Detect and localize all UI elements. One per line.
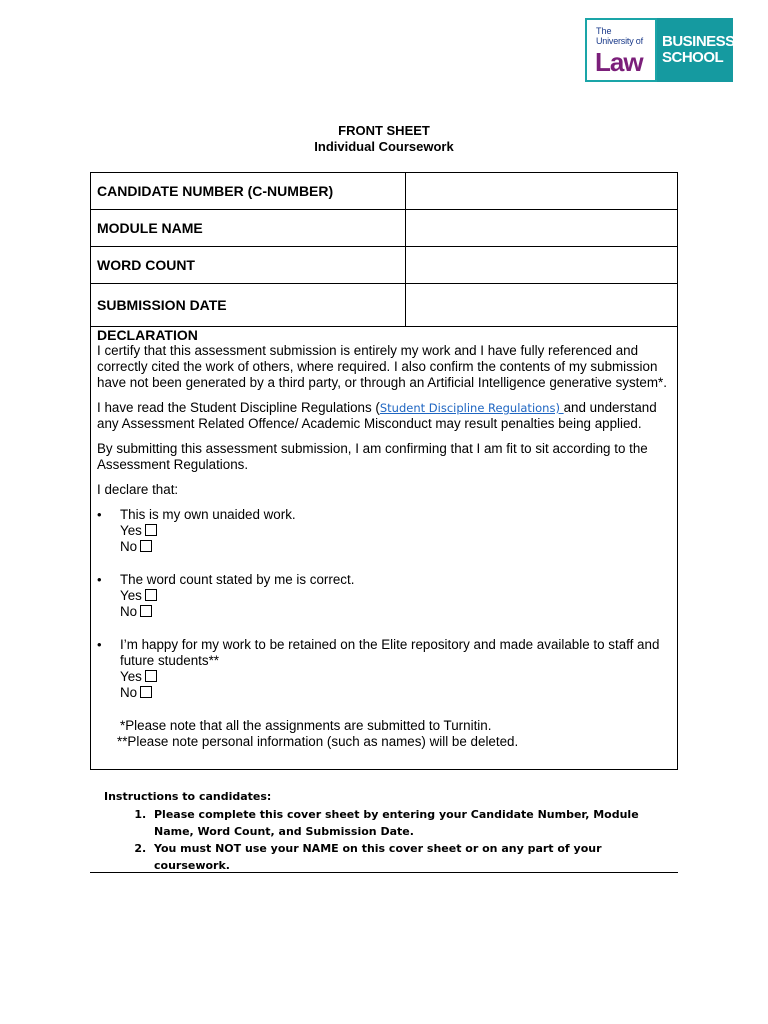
bullet-icon: •: [97, 572, 102, 587]
declaration-paragraph-2: [97, 400, 671, 432]
word-count-label: WORD COUNT: [91, 247, 406, 284]
student-discipline-regulations-link[interactable]: Student Discipline Regulations): [379, 401, 564, 415]
table-row: [91, 284, 678, 327]
declaration-item-text: The word count stated by me is correct.: [120, 572, 355, 587]
word-count-field[interactable]: [405, 247, 677, 284]
instruction-item: 2. You must NOT use your NAME on this cover sheet or on any part of your coursework.: [150, 840, 664, 874]
no-option: [120, 604, 671, 620]
table-row: [91, 210, 678, 247]
personal-information-note: **Please note personal information (such as names) will be deleted.: [117, 734, 519, 749]
repository-yes-checkbox[interactable]: [145, 670, 157, 682]
declaration-item-repository: [97, 637, 671, 701]
declaration-paragraph-1: I certify that this assessment submission is entirely my work and I have fully referenced and correctly cited the work of others, where required. I also confirm the contents of my submission have not been generated by a third party, or through an Artificial Intelligence generative system*.: [97, 343, 667, 390]
instructions-section: [104, 788, 664, 874]
yes-option: [120, 523, 671, 539]
logo-text-the: The: [596, 26, 612, 36]
yes-label: Yes: [120, 588, 142, 603]
word-count-yes-checkbox[interactable]: [145, 589, 157, 601]
logo-text-university: University of: [596, 36, 643, 46]
paragraph-2-text-after: and understand any Assessment Related Offence/ Academic Misconduct may result penalties being applied.: [97, 400, 657, 431]
no-label: No: [120, 539, 138, 554]
declaration-item-text: This is my own unaided work.: [120, 507, 296, 522]
yes-option: [120, 669, 671, 685]
university-logo: [585, 18, 733, 82]
table-row: [91, 173, 678, 210]
yes-option: [120, 588, 671, 604]
word-count-no-checkbox[interactable]: [140, 605, 152, 617]
declaration-item-unaided-work: [97, 507, 671, 555]
module-name-label: MODULE NAME: [91, 210, 406, 247]
instruction-item: 1. Please complete this cover sheet by entering your Candidate Number, Module Name, Word Count, and Submission Date.: [150, 806, 664, 840]
unaided-work-no-checkbox[interactable]: [140, 540, 152, 552]
submission-date-field[interactable]: [405, 284, 677, 327]
declaration-paragraph-3: By submitting this assessment submission, I am confirming that I am fit to sit according to the Assessment Regulations.: [97, 441, 648, 472]
module-name-field[interactable]: [405, 210, 677, 247]
declaration-item-text: I’m happy for my work to be retained on the Elite repository and made available to staff and future students**: [120, 637, 660, 668]
yes-label: Yes: [120, 669, 142, 684]
declaration-box: [90, 326, 678, 770]
unaided-work-yes-checkbox[interactable]: [145, 524, 157, 536]
bullet-icon: •: [97, 637, 102, 652]
candidate-number-label: CANDIDATE NUMBER (C-NUMBER): [91, 173, 406, 210]
logo-text-school: SCHOOL: [662, 49, 724, 66]
declaration-item-word-count: [97, 572, 671, 620]
page-title: FRONT SHEET: [338, 123, 430, 138]
bullet-icon: •: [97, 507, 102, 522]
logo-text-business: BUSINESS: [662, 33, 735, 50]
yes-label: Yes: [120, 523, 142, 538]
logo-university-panel: [585, 18, 657, 82]
candidate-details-table: [90, 172, 678, 327]
turnitin-note: *Please note that all the assignments are submitted to Turnitin.: [120, 718, 492, 733]
table-row: [91, 247, 678, 284]
candidate-number-field[interactable]: [405, 173, 677, 210]
no-option: [120, 685, 671, 701]
submission-date-label: SUBMISSION DATE: [91, 284, 406, 327]
instructions-heading: Instructions to candidates:: [104, 790, 272, 803]
instructions-list: [104, 806, 664, 874]
declaration-heading: DECLARATION: [97, 327, 198, 343]
logo-text-law: Law: [595, 47, 643, 77]
page-subtitle: Individual Coursework: [314, 139, 454, 154]
no-option: [120, 539, 671, 555]
no-label: No: [120, 604, 138, 619]
declare-that-text: I declare that:: [97, 482, 179, 497]
paragraph-2-text-before: I have read the Student Discipline Regulations (: [97, 400, 380, 415]
bottom-divider: [90, 872, 678, 873]
repository-no-checkbox[interactable]: [140, 686, 152, 698]
logo-business-school-panel: [657, 18, 733, 82]
no-label: No: [120, 685, 138, 700]
